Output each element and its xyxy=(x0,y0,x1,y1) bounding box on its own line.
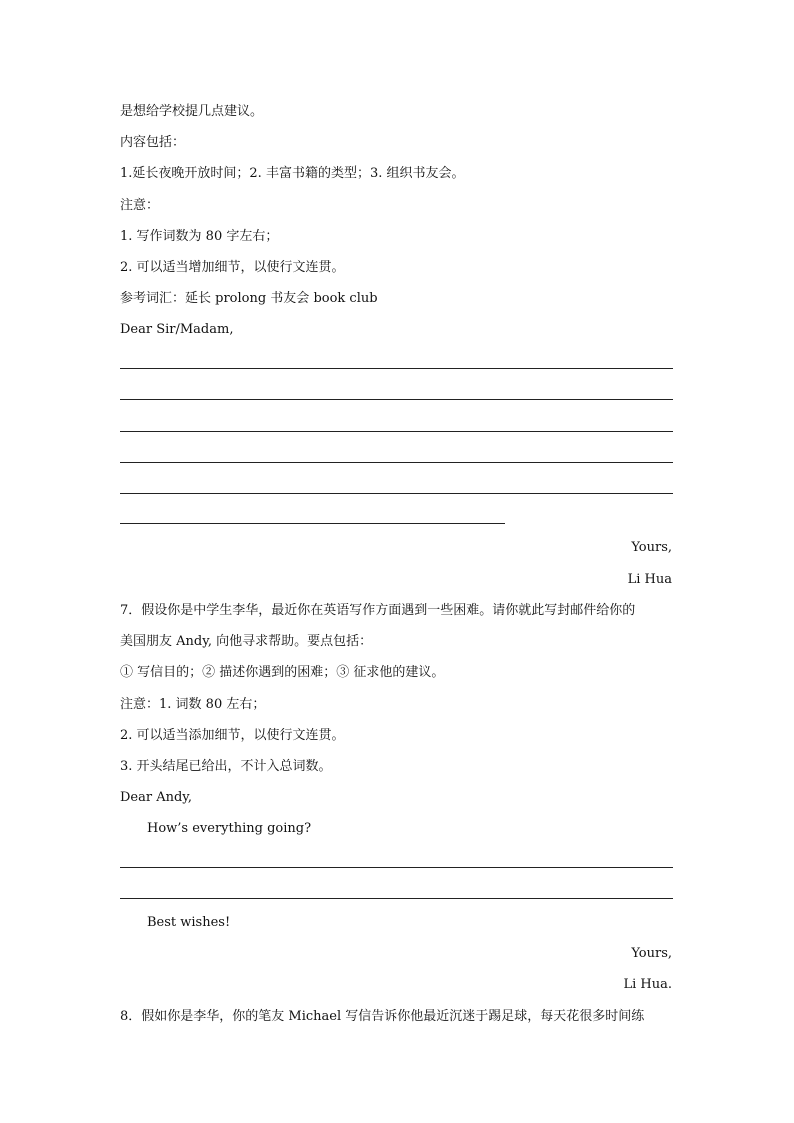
q7-note-3: 3. 开头结尾已给出，不计入总词数。 xyxy=(120,759,332,774)
q6-notes-label: 注意： xyxy=(120,198,160,213)
q6-content-items: 1.延长夜晚开放时间；2. 丰富书籍的类型；3. 组织书友会。 xyxy=(120,166,465,181)
q6-answer-line-1 xyxy=(120,368,673,369)
q7-note-1: 注意：1. 词数 80 左右； xyxy=(120,697,266,712)
q6-signature: Li Hua xyxy=(627,572,672,587)
q6-answer-line-4 xyxy=(120,462,673,463)
q7-signature: Li Hua. xyxy=(623,977,672,992)
q6-note-2: 2. 可以适当增加细节，以使行文连贯。 xyxy=(120,260,345,275)
q6-content-label: 内容包括： xyxy=(120,135,186,150)
q7-greeting: Dear Andy, xyxy=(120,790,193,805)
q7-wishes: Best wishes! xyxy=(147,915,231,930)
q6-note-1: 1. 写作词数为 80 字左右； xyxy=(120,229,279,244)
q6-answer-line-2 xyxy=(120,399,673,400)
q6-answer-line-3 xyxy=(120,431,673,432)
q6-answer-line-6 xyxy=(120,523,505,524)
q7-answer-line-2 xyxy=(120,898,673,899)
q6-vocab: 参考词汇：延长 prolong 书友会 book club xyxy=(120,291,378,306)
q7-prompt-line-2: 美国朋友 Andy, 向他寻求帮助。要点包括： xyxy=(120,634,373,649)
q7-note-2: 2. 可以适当添加细节，以使行文连贯。 xyxy=(120,728,345,743)
q6-answer-line-5 xyxy=(120,493,673,494)
q6-greeting: Dear Sir/Madam, xyxy=(120,322,234,337)
q7-points: ① 写信目的；② 描述你遇到的困难；③ 征求他的建议。 xyxy=(120,665,445,680)
q7-prompt-line-1: 7．假设你是中学生李华，最近你在英语写作方面遇到一些困难。请你就此写封邮件给你的 xyxy=(120,603,636,618)
q6-intro-tail: 是想给学校提几点建议。 xyxy=(120,104,264,119)
q7-opening: How’s everything going? xyxy=(147,821,312,836)
q8-prompt-line-1: 8．假如你是李华，你的笔友 Michael 写信告诉你他最近沉迷于踢足球，每天花很多时间练 xyxy=(120,1009,645,1024)
q6-closing: Yours, xyxy=(631,540,672,555)
q7-answer-line-1 xyxy=(120,867,673,868)
q7-closing: Yours, xyxy=(631,946,672,961)
